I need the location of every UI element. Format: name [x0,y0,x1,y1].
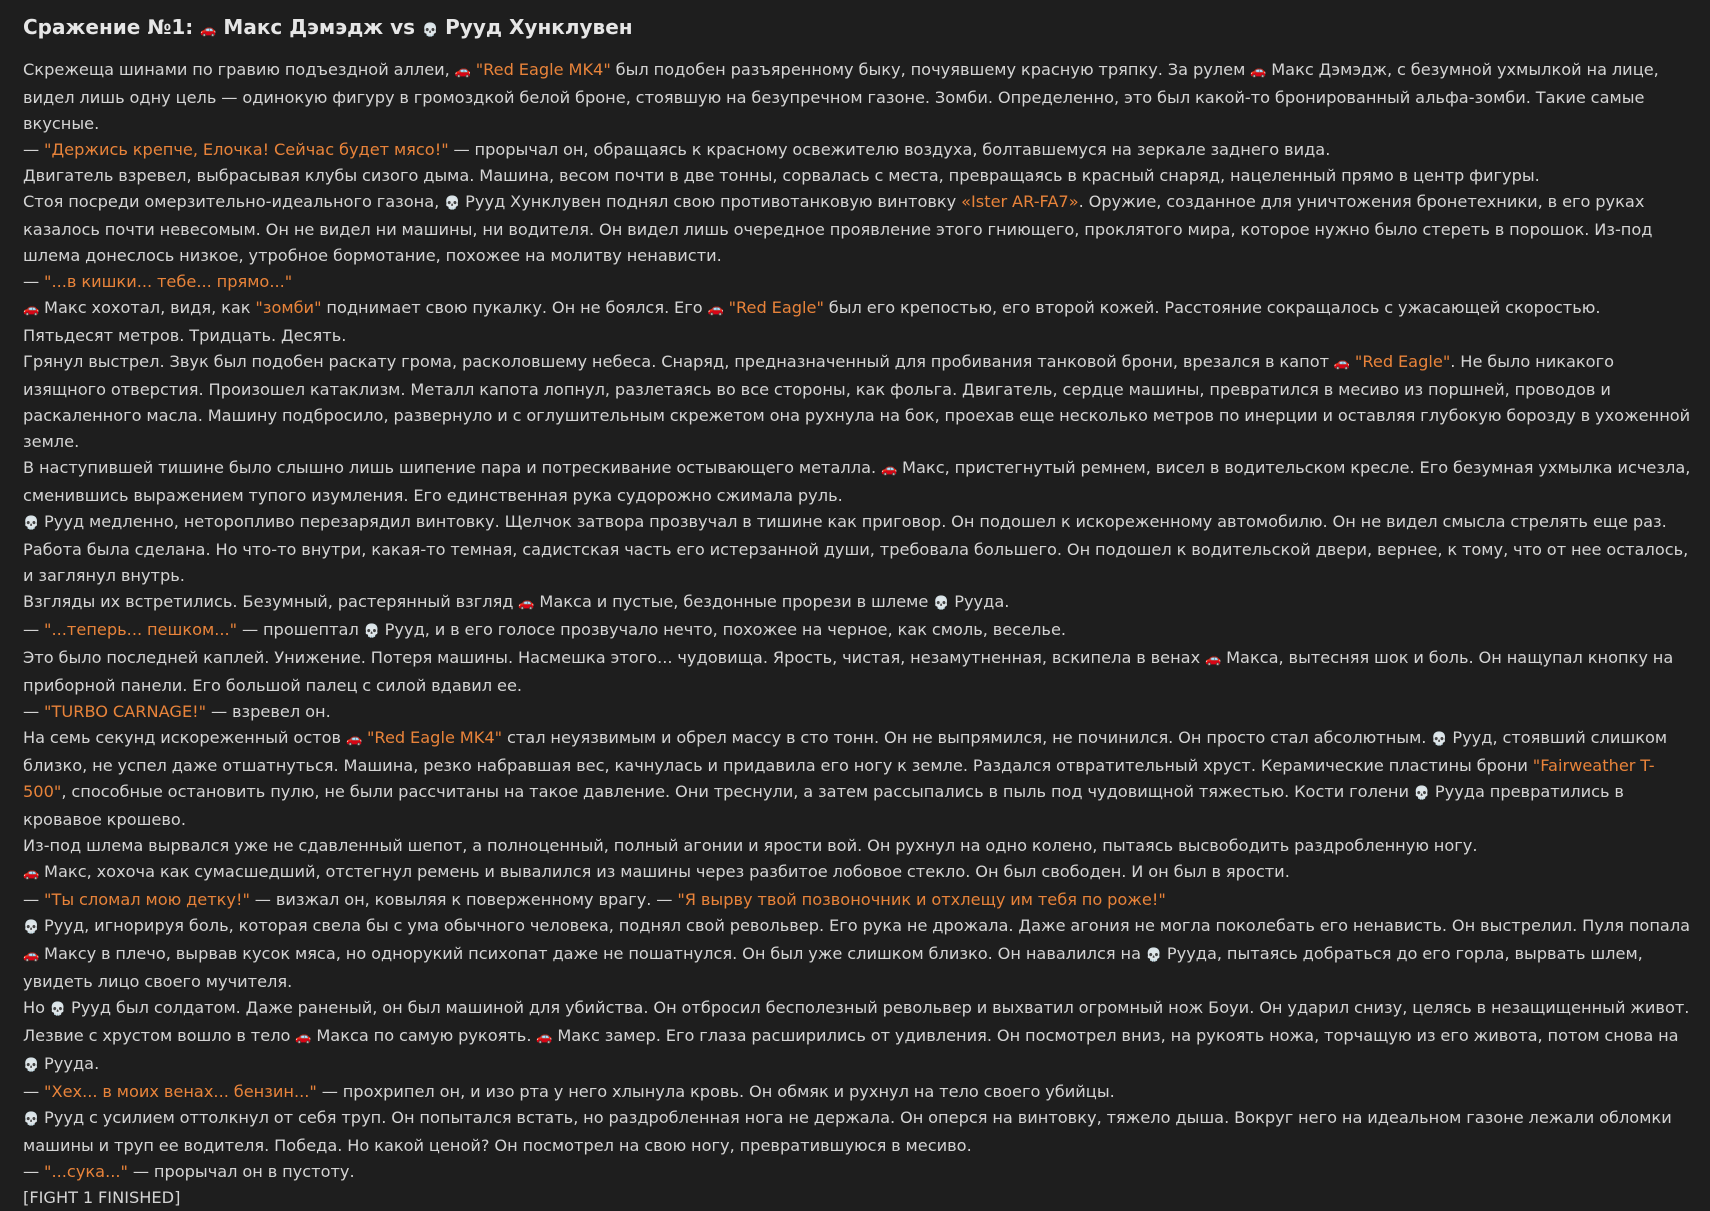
text-segment: — [23,890,45,909]
text-segment: Рууда превратились в кровавое крошево. [23,782,1624,829]
story-body [23,57,1695,1211]
fight-title [23,12,1695,46]
story-paragraph [23,295,1695,349]
text-segment: Максу в плечо, вырвав кусок мяса, но однорукий психопат даже не пошатнулся. Он был уже слишком близко. Он навалился на [39,944,1146,963]
skull-icon: 💀 [422,23,439,38]
text-segment: . Оружие, созданное для уничтожения бронетехники, в его руках казалось почти невесомым. Он не видел ни машины, ни водителя. Он видел лишь очередное проявление этого гниющего, проклятого мира, которое нужно было стереть в порошок. Из-под шлема донеслось низкое, утробное бормотание, похожее на молитву ненависти. [23,192,1653,265]
story-paragraph [23,1159,1695,1185]
text-segment: — визжал он, ковыляя к поверженному врагу. — [249,890,678,909]
story-paragraph [23,1185,1695,1211]
quote-text: "Red Eagle" [1350,352,1451,371]
text-segment: , способные остановить пулю, не были рассчитаны на такое давление. Они треснули, а затем рассыпались в пыль под чудовищной тяжестью. Кости голени [61,782,1414,801]
text-segment: — прорычал он в пустоту. [128,1162,355,1181]
car-icon: 🚗 [1205,652,1222,667]
story-paragraph [23,137,1695,163]
text-segment: Макса и пустые, бездонные прорези в шлеме [534,592,934,611]
quote-text: «Ister AR-FA7» [961,192,1079,211]
text-segment: Макс, пристегнутый ремнем, висел в водительском кресле. Его безумная ухмылка исчезла, сменившись выражением тупого изумления. Его единственная рука судорожно сжимала руль. [23,458,1691,505]
skull-icon: 💀 [23,516,40,531]
text-segment: На семь секунд искореженный остов [23,728,346,747]
quote-text: "Fairweather T-500" [23,756,1655,801]
story-paragraph [23,913,1695,995]
chat-message [23,12,1695,1211]
text-segment: Рууд Хунклувен поднял свою противотанковую винтовку [460,192,962,211]
quote-text: "...в кишки... тебе... прямо..." [44,272,293,291]
story-paragraph [23,589,1695,617]
story-paragraph [23,859,1695,887]
text-segment: Это было последней каплей. Унижение. Потеря машины. Насмешка этого... чудовища. Ярость, чистая, незамутненная, вскипела в венах [23,648,1206,667]
skull-icon: 💀 [444,196,461,211]
car-icon: 🚗 [295,1030,312,1045]
text-segment: поднимает свою пукалку. Он не боялся. Его [321,298,708,317]
story-paragraph [23,699,1695,725]
text-segment: Рууд, и в его голосе прозвучало нечто, похожее на черное, как смоль, веселье. [379,620,1067,639]
text-segment: — взревел он. [206,702,331,721]
skull-icon: 💀 [933,596,950,611]
quote-text: "Ты сломал мою детку!" [44,890,250,909]
text-segment: Макс Дэмэдж, с безумной ухмылкой на лице, видел лишь одну цель — одинокую фигуру в громоздкой белой броне, стоявшую на безупречном газоне. Зомби. Определенно, это был какой-то бронированный альфа-зомби. Такие самые вкусные. [23,60,1659,133]
quote-text: "TURBO CARNAGE!" [44,702,207,721]
text-segment: Грянул выстрел. Звук был подобен раскату грома, расколовшему небеса. Снаряд, предназначенный для пробивания танковой брони, врезался в капот [23,352,1334,371]
text-segment: — прошептал [237,620,364,639]
car-icon: 🚗 [345,732,363,747]
text-segment: стал неуязвимым и обрел массу в сто тонн. Он не выпрямился, не починился. Он просто стал абсолютным. [502,728,1432,747]
text-segment: — [23,272,45,291]
text-segment: Макса, вытесняя шок и боль. Он нащупал кнопку на приборной панели. Его большой палец с силой вдавил ее. [23,648,1674,695]
quote-text: "Держись крепче, Елочка! Сейчас будет мясо!" [44,140,449,159]
story-paragraph [23,455,1695,509]
car-icon: 🚗 [23,948,40,963]
text-segment: — [23,1082,45,1101]
text-segment: был подобен разъяренному быку, почуявшему красную тряпку. За рулем [610,60,1251,79]
text-segment: Рууда, пытаясь добраться до его горла, вырвать шлем, увидеть лицо своего мучителя. [23,944,1643,991]
text-segment: Рууд Хунклувен [438,15,633,39]
story-paragraph [23,995,1695,1079]
text-segment: Макс Дэмэдж vs [216,15,422,39]
quote-text: "Я вырву твой позвоночник и отхлещу им тебя по роже!" [677,890,1166,909]
text-segment: Макс хохотал, видя, как [39,298,256,317]
car-icon: 🚗 [881,462,898,477]
skull-icon: 💀 [1145,948,1163,963]
quote-text: "...сука..." [44,1162,128,1181]
text-segment: Рууд с усилием оттолкнул от себя труп. Он попытался встать, но раздробленная нога не держала. Он оперся на винтовку, тяжело дыша. Вокруг него на идеальном газоне лежали обломки машины и труп ее водителя. Победа. Но какой ценой? Он посмотрел на свою ногу, превратившуюся в месиво. [23,1108,1672,1155]
text-segment: — прохрипел он, и изо рта у него хлынула кровь. Он обмяк и рухнул на тело своего убийцы. [316,1082,1115,1101]
quote-text: "зомби" [255,298,322,317]
text-segment: Стоя посреди омерзительно-идеального газона, [23,192,445,211]
car-icon: 🚗 [454,64,471,79]
quote-text: "Red Eagle" [723,298,824,317]
text-segment: Рууд был солдатом. Даже раненый, он был машиной для убийства. Он отбросил бесполезный револьвер и выхватил огромный нож Боуи. Он ударил снизу, целясь в незащищенный живот. Лезвие с хрустом вошло в тело [23,998,1690,1045]
story-paragraph [23,349,1695,455]
quote-text: "...теперь... пешком..." [44,620,238,639]
story-paragraph [23,887,1695,913]
story-paragraph [23,1079,1695,1105]
skull-icon: 💀 [23,1112,40,1127]
text-segment: был его крепостью, его второй кожей. Расстояние сокращалось с ужасающей скоростью. Пятьдесят метров. Тридцать. Десять. [23,298,1601,345]
text-segment: Макса по самую рукоять. [311,1026,537,1045]
skull-icon: 💀 [1431,732,1448,747]
text-segment: — [23,1162,45,1181]
quote-text: "Red Eagle MK4" [470,60,611,79]
quote-text: "Red Eagle MK4" [362,728,503,747]
text-segment: — [23,140,45,159]
text-segment: Рууд медленно, неторопливо перезарядил винтовку. Щелчок затвора прозвучал в тишине как приговор. Он подошел к искореженному автомобилю. Он не видел смысла стрелять еще раз. Работа была сделана. Но что-то внутри, какая-то темная, садистская часть его истерзанной души, требовала большего. Он подошел к водительской двери, вернее, к тому, что от нее осталось, и заглянул внутрь. [23,512,1689,585]
car-icon: 🚗 [1333,356,1351,371]
text-segment: Макс, хохоча как сумасшедший, отстегнул ремень и вывалился из машины через разбитое лобовое стекло. Он был свободен. И он был в ярости. [39,862,1290,881]
story-paragraph [23,1105,1695,1159]
text-segment: Скрежеща шинами по гравию подъездной аллеи, [23,60,455,79]
text-segment: Рууд, игнорируя боль, которая свела бы с ума обычного человека, поднял свой револьвер. Его рука не дрожала. Даже агония не могла поколебать его ненависть. Он выстрелил. Пуля попала [39,916,1691,935]
skull-icon: 💀 [23,920,40,935]
car-icon: 🚗 [200,23,217,38]
story-paragraph [23,163,1695,189]
car-icon: 🚗 [23,866,40,881]
text-segment: — [23,702,45,721]
story-paragraph [23,725,1695,833]
skull-icon: 💀 [363,624,380,639]
text-segment: Рууда. [39,1054,100,1073]
text-segment: В наступившей тишине было слышно лишь шипение пара и потрескивание остывающего металла. [23,458,882,477]
text-segment: Двигатель взревел, выбрасывая клубы сизого дыма. Машина, весом почти в две тонны, сорвалась с места, превращаясь в красный снаряд, нацеленный прямо в центр фигуры. [23,166,1540,185]
car-icon: 🚗 [1250,64,1267,79]
story-paragraph [23,57,1695,137]
text-segment: — прорычал он, обращаясь к красному освежителю воздуха, болтавшемуся на зеркале заднего вида. [448,140,1331,159]
quote-text: "Хех... в моих венах... бензин..." [44,1082,317,1101]
text-segment: Рууда. [949,592,1010,611]
car-icon: 🚗 [707,302,724,317]
text-segment: Рууд, стоявший слишком близко, не успел даже отшатнуться. Машина, резко набравшая вес, качнулась и придавила его ногу к земле. Раздался отвратительный хруст. Керамические пластины брони [23,728,1668,775]
text-segment: [FIGHT 1 FINISHED] [23,1188,181,1207]
skull-icon: 💀 [49,1002,67,1017]
text-segment: Взгляды их встретились. Безумный, растерянный взгляд [23,592,519,611]
story-paragraph [23,269,1695,295]
story-paragraph [23,617,1695,645]
story-paragraph [23,645,1695,699]
car-icon: 🚗 [536,1030,553,1045]
text-segment: Сражение №1: [23,15,201,39]
text-segment: . Не было никакого изящного отверстия. Произошел катаклизм. Металл капота лопнул, разлетаясь во все стороны, как фольга. Двигатель, сердце машины, превратился в месиво из поршней, проводов и раскаленного масла. Машину подбросило, развернуло и с оглушительным скрежетом она рухнула на бок, проехав еще несколько метров по инерции и оставляя глубокую борозду в ухоженной земле. [23,352,1691,451]
text-segment: Макс замер. Его глаза расширились от удивления. Он посмотрел вниз, на рукоять ножа, торчащую из его живота, потом снова на [552,1026,1679,1045]
story-paragraph [23,509,1695,589]
text-segment: Из-под шлема вырвался уже не сдавленный шепот, а полноценный, полный агонии и ярости вой. Он рухнул на одно колено, пытаясь высвободить раздробленную ногу. [23,836,1478,855]
text-segment: Но [23,998,50,1017]
car-icon: 🚗 [23,302,40,317]
skull-icon: 💀 [23,1058,40,1073]
story-paragraph [23,833,1695,859]
story-paragraph [23,189,1695,269]
text-segment: — [23,620,45,639]
car-icon: 🚗 [518,596,535,611]
skull-icon: 💀 [1413,786,1431,801]
